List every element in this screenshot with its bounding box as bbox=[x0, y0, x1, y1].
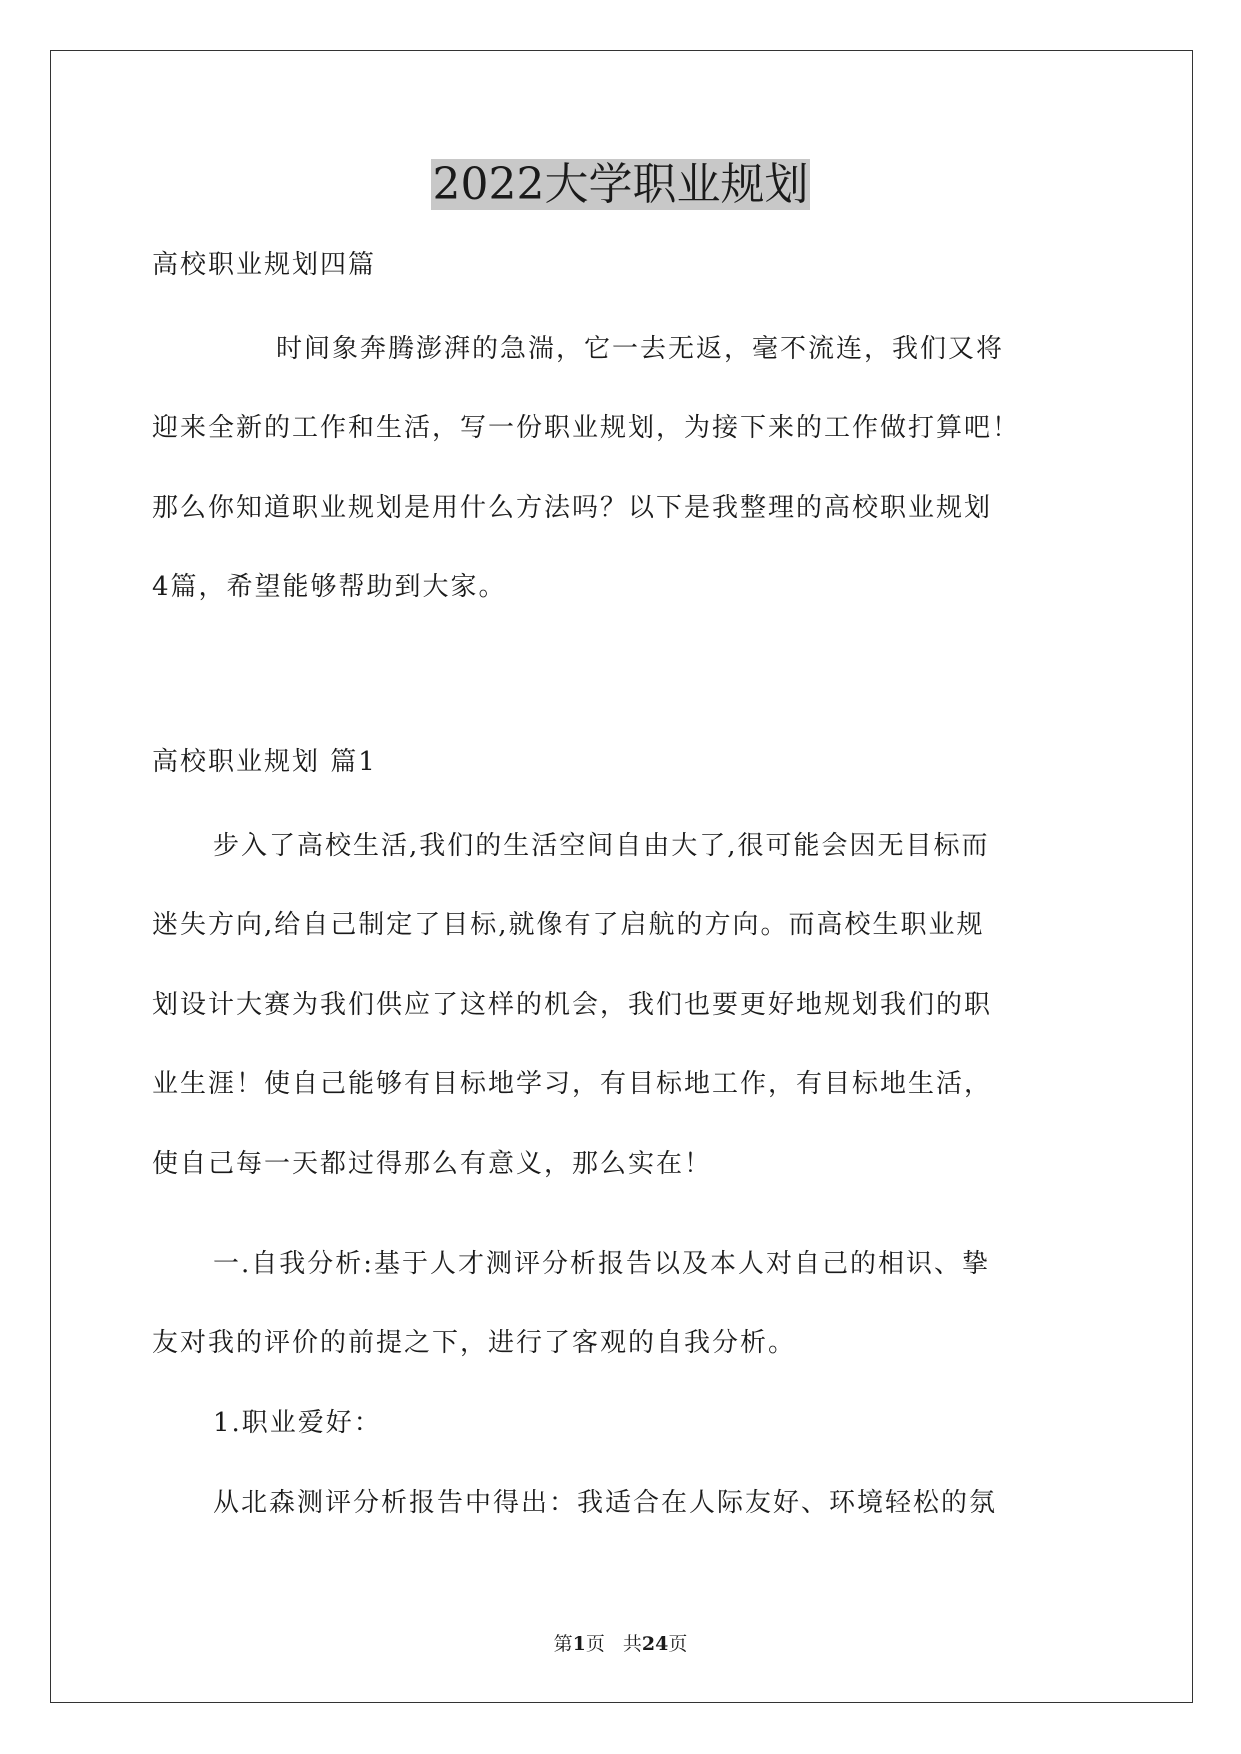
paragraph-line: 4篇，希望能够帮助到大家。 bbox=[152, 572, 507, 602]
page-border bbox=[50, 50, 1193, 1703]
document-title-text: 2022大学职业规划 bbox=[432, 159, 809, 210]
total-pages-number: 24 bbox=[641, 1633, 669, 1655]
paragraph-line: 从北森测评分析报告中得出：我适合在人际友好、环境轻松的氛 bbox=[213, 1488, 998, 1518]
paragraph-line: 迷失方向,给自己制定了目标,就像有了启航的方向。而高校生职业规 bbox=[152, 910, 985, 940]
paragraph-line: 迎来全新的工作和生活，写一份职业规划，为接下来的工作做打算吧！ bbox=[152, 413, 1021, 443]
paragraph-line: 友对我的评价的前提之下，进行了客观的自我分析。 bbox=[152, 1328, 797, 1358]
document-title bbox=[0, 155, 1241, 215]
paragraph-line: 步入了高校生活,我们的生活空间自由大了,很可能会因无目标而 bbox=[213, 831, 990, 861]
current-page-number: 1 bbox=[572, 1633, 586, 1655]
total-prefix: 共 bbox=[622, 1633, 642, 1655]
subsection-heading: 高校职业规划 篇1 bbox=[152, 747, 377, 777]
page-footer bbox=[0, 1632, 1241, 1656]
paragraph-line: 一.自我分析:基于人才测评分析报告以及本人对自己的相识、挚 bbox=[213, 1249, 991, 1279]
paragraph-line: 划设计大赛为我们供应了这样的机会，我们也要更好地规划我们的职 bbox=[152, 990, 993, 1020]
paragraph-line: 使自己每一天都过得那么有意义，那么实在！ bbox=[152, 1149, 713, 1179]
total-suffix: 页 bbox=[668, 1633, 688, 1655]
section-heading: 高校职业规划四篇 bbox=[152, 250, 377, 280]
paragraph-line: 时间象奔腾澎湃的急湍，它一去无返，毫不流连，我们又将 bbox=[276, 334, 1005, 364]
page-suffix: 页 bbox=[585, 1633, 605, 1655]
paragraph-line: 那么你知道职业规划是用什么方法吗？以下是我整理的高校职业规划 bbox=[152, 493, 993, 523]
list-heading: 1.职业爱好： bbox=[213, 1408, 382, 1438]
page-prefix: 第 bbox=[553, 1633, 573, 1655]
paragraph-line: 业生涯！使自己能够有目标地学习，有目标地工作，有目标地生活， bbox=[152, 1069, 993, 1099]
